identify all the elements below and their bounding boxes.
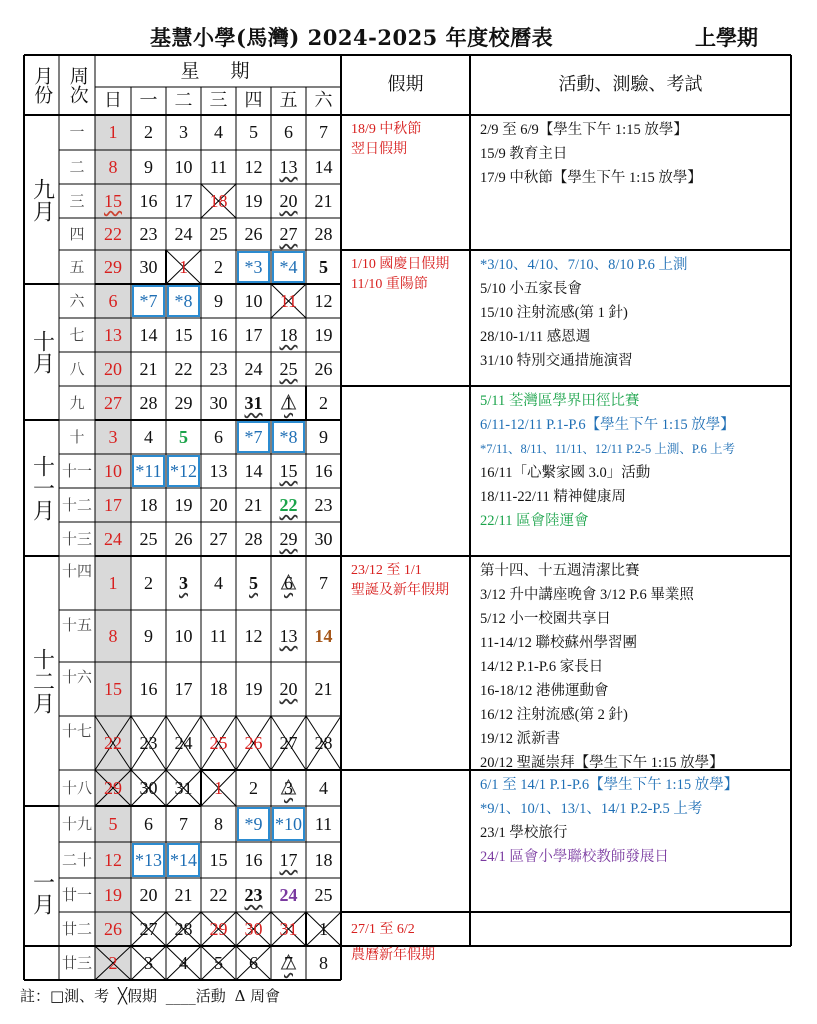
activity-line: 16/11「心繫家國 3.0」活動 — [480, 465, 651, 481]
day-cell: 14 — [244, 461, 263, 481]
activity-line: *7/11、8/11、11/11、12/11 P.2-5 上測、P.6 上考 — [480, 442, 735, 456]
activity-line: 2/9 至 6/9【學生下午 1:15 放學】 — [480, 122, 688, 138]
day-cell: 24 — [174, 224, 193, 244]
holiday-day-cell: 1 — [214, 778, 223, 798]
activity-line: 31/10 特別交通措施演習 — [480, 353, 633, 369]
day-cell: 18 — [314, 850, 333, 870]
day-cell: 31 — [244, 393, 263, 413]
activity-line: 5/10 小五家長會 — [480, 281, 582, 297]
legend-assembly: Δ 周會 — [234, 987, 281, 1005]
day-cell: 23 — [209, 359, 228, 379]
test-day-cell: *11 — [131, 454, 166, 488]
day-cell: 21 — [174, 885, 193, 905]
month-label: 一月 — [29, 871, 55, 915]
day-cell: 22 — [209, 885, 228, 905]
day-cell: 20 — [139, 885, 158, 905]
day-cell: 30 — [139, 257, 158, 277]
month-label: 十二月 — [29, 648, 55, 714]
test-day-cell: *13 — [131, 842, 166, 878]
day-cell: 4 — [214, 122, 223, 142]
test-day-cell: *8 — [166, 284, 201, 318]
day-cell: 1 — [108, 573, 118, 593]
day-cell: 15 — [174, 325, 193, 345]
day-cell: 17 — [279, 850, 298, 870]
day-cell: 9 — [319, 427, 328, 447]
activity-line: 15/10 注射流感(第 1 針) — [480, 305, 628, 321]
day-cell: 16 — [314, 461, 333, 481]
day-cell: 10 — [244, 291, 263, 311]
holiday-day-cell: 2 — [108, 953, 118, 973]
day-cell: 8 — [108, 157, 118, 177]
day-cell: 12 — [314, 291, 333, 311]
holiday-day-cell: 1 — [319, 919, 328, 939]
holiday-day-cell: 27 — [279, 733, 298, 753]
week-number: 十九 — [61, 814, 92, 833]
activity-line: 15/9 教育主日 — [480, 146, 568, 162]
holiday-header: 假期 — [387, 74, 424, 95]
day-cell: 20 — [279, 191, 298, 211]
day-cell: 18 — [279, 325, 298, 345]
day-cell: 2 — [214, 257, 223, 277]
day-cell: 7 — [179, 814, 188, 834]
activity-line: 5/12 小一校園共享日 — [480, 611, 611, 627]
week-number: 十三 — [61, 529, 92, 548]
day-cell: 11 — [209, 157, 228, 177]
day-cell: 25 — [314, 885, 333, 905]
holiday-day-cell: 31 — [174, 778, 193, 798]
holiday-day-cell: 29 — [209, 919, 228, 939]
day-cell: 15 — [209, 850, 228, 870]
page-title: 基慧小學(馬灣) 2024-2025 年度校曆表 — [150, 25, 554, 50]
holiday-line: 1/10 國慶日假期 — [351, 257, 450, 272]
test-day-cell: *8 — [271, 420, 306, 454]
holiday-day-cell: 24 — [174, 733, 193, 753]
day-cell: 6 — [284, 122, 293, 142]
day-cell: 1 — [284, 393, 293, 413]
day-cell: 5 — [319, 257, 328, 277]
week-number: 十五 — [61, 616, 92, 634]
day-cell: 15 — [104, 679, 122, 699]
day-cell: 8 — [319, 953, 328, 973]
test-day-cell: *4 — [271, 250, 306, 284]
holiday-line: 27/1 至 6/2 — [351, 922, 415, 937]
month-label: 十月 — [29, 330, 55, 374]
day-cell: 17 — [244, 325, 263, 345]
activity-line: 14/12 P.1-P.6 家長日 — [480, 659, 604, 675]
week-number: 三 — [69, 191, 85, 210]
holiday-day-cell: 29 — [104, 778, 122, 798]
week-number: 四 — [69, 224, 85, 243]
day-cell: 21 — [314, 679, 333, 699]
activity-line: 5/11 荃灣區學界田徑比賽 — [480, 393, 640, 409]
holiday-line: 農曆新年假期 — [351, 948, 435, 963]
day-cell: 2 — [144, 122, 153, 142]
day-header-1: 一 — [139, 90, 158, 111]
week-number: 十四 — [61, 562, 92, 580]
day-cell: 13 — [279, 626, 298, 646]
activity-line: 23/1 學校旅行 — [480, 825, 568, 841]
day-cell: 17 — [174, 191, 193, 211]
legend-activity: ____活動 — [165, 987, 226, 1005]
day-cell: 12 — [244, 157, 263, 177]
holiday-day-cell: 25 — [209, 733, 228, 753]
day-cell: 4 — [319, 778, 328, 798]
day-cell: 15 — [104, 191, 122, 211]
activity-line: 3/12 升中講座晚會 3/12 P.6 畢業照 — [480, 587, 694, 603]
day-cell: 11 — [209, 626, 228, 646]
day-cell: 5 — [249, 122, 258, 142]
activity-line: 28/10-1/11 感恩週 — [480, 329, 591, 345]
month-label: 十一月 — [29, 455, 55, 521]
day-cell: 5 — [179, 427, 188, 447]
day-cell: 23 — [139, 224, 158, 244]
activity-line: 16/12 注射流感(第 2 針) — [480, 707, 628, 723]
day-cell: 13 — [104, 325, 122, 345]
day-cell: 21 — [244, 495, 263, 515]
day-cell: 24 — [244, 359, 263, 379]
test-day-cell: *7 — [131, 284, 166, 318]
legend-holiday: ╳假期 — [117, 987, 157, 1005]
day-cell: 22 — [279, 495, 298, 515]
holiday-line: 18/9 中秋節 — [351, 122, 422, 137]
week-number: 六 — [69, 291, 85, 310]
day-cell: 16 — [139, 191, 158, 211]
day-cell: 29 — [104, 257, 122, 277]
day-header-2: 二 — [174, 90, 193, 111]
holiday-line: 11/10 重陽節 — [351, 277, 428, 292]
day-cell: 17 — [104, 495, 122, 515]
holiday-day-cell: 5 — [214, 953, 223, 973]
day-cell: 9 — [214, 291, 223, 311]
holiday-day-cell: 28 — [314, 733, 333, 753]
holiday-day-cell: 26 — [244, 733, 263, 753]
day-cell: 6 — [144, 814, 153, 834]
day-cell: 14 — [314, 626, 333, 646]
day-cell: 27 — [279, 224, 298, 244]
day-cell: 21 — [139, 359, 158, 379]
week-number: 廿一 — [61, 885, 92, 904]
test-day-cell: *14 — [166, 842, 201, 878]
activity-line: 22/11 區會陸運會 — [480, 513, 589, 529]
week-number: 廿三 — [61, 953, 92, 972]
holiday-day-cell: 31 — [279, 919, 298, 939]
day-cell: 26 — [244, 224, 263, 244]
activity-line: 20/12 聖誕崇拜【學生下午 1:15 放學】 — [480, 755, 724, 771]
activity-line: 18/11-22/11 精神健康周 — [480, 489, 626, 505]
week-number: 九 — [69, 393, 85, 412]
day-cell: 16 — [139, 679, 158, 699]
day-cell: 7 — [284, 953, 293, 973]
day-cell: 26 — [174, 529, 193, 549]
day-cell: 4 — [144, 427, 153, 447]
day-cell: 28 — [139, 393, 158, 413]
day-cell: 29 — [279, 529, 298, 549]
day-cell: 20 — [279, 679, 298, 699]
holiday-line: 聖誕及新年假期 — [351, 583, 449, 598]
holiday-day-cell: 23 — [139, 733, 158, 753]
activity-line: 19/12 派新書 — [480, 731, 561, 747]
day-cell: 24 — [279, 885, 298, 905]
day-cell: 12 — [244, 626, 263, 646]
day-cell: 14 — [314, 157, 333, 177]
day-cell: 19 — [314, 325, 333, 345]
legend — [20, 985, 284, 1006]
activities-header: 活動、測驗、考試 — [558, 74, 703, 95]
day-cell: 28 — [314, 224, 333, 244]
term-label: 上學期 — [695, 25, 758, 50]
day-cell: 2 — [144, 573, 153, 593]
holiday-line: 23/12 至 1/1 — [351, 563, 422, 578]
day-cell: 13 — [209, 461, 228, 481]
day-cell: 20 — [104, 359, 122, 379]
day-cell: 6 — [284, 573, 293, 593]
month-header: 月份 — [31, 66, 54, 104]
activity-line: 11-14/12 聯校蘇州學習團 — [480, 635, 637, 651]
day-cell: 16 — [244, 850, 263, 870]
day-cell: 3 — [179, 122, 188, 142]
day-header-3: 三 — [209, 90, 228, 111]
day-cell: 4 — [214, 573, 223, 593]
test-day-cell: *12 — [166, 454, 201, 488]
test-day-cell: *10 — [271, 806, 306, 842]
day-cell: 23 — [314, 495, 333, 515]
day-cell: 3 — [179, 573, 188, 593]
day-cell: 23 — [244, 885, 263, 905]
holiday-day-cell: 30 — [244, 919, 263, 939]
day-cell: 18 — [209, 679, 228, 699]
day-cell: 19 — [244, 679, 263, 699]
holiday-day-cell: 1 — [179, 257, 188, 277]
week-number: 一 — [69, 123, 85, 141]
day-cell: 19 — [244, 191, 263, 211]
test-day-cell: *3 — [236, 250, 271, 284]
week-number: 十八 — [61, 778, 92, 797]
day-cell: 30 — [209, 393, 228, 413]
day-cell: 9 — [144, 626, 153, 646]
week-number: 廿二 — [61, 919, 92, 938]
day-cell: 1 — [108, 122, 118, 142]
day-cell: 17 — [174, 679, 193, 699]
day-cell: 10 — [174, 626, 193, 646]
day-cell: 14 — [139, 325, 158, 345]
day-cell: 13 — [279, 157, 298, 177]
week-header: 周次 — [66, 66, 89, 104]
day-cell: 6 — [214, 427, 223, 447]
activity-line: 第十四、十五週清潔比賽 — [480, 563, 640, 579]
weekday-header: 星 期 — [180, 59, 256, 82]
day-cell: 30 — [314, 529, 333, 549]
day-cell: 2 — [249, 778, 258, 798]
holiday-day-cell: 22 — [104, 733, 122, 753]
week-number: 二 — [69, 157, 85, 176]
month-label: 九月 — [29, 177, 55, 222]
day-cell: 11 — [314, 814, 333, 834]
week-number: 七 — [69, 325, 85, 344]
test-day-cell: *7 — [236, 420, 271, 454]
week-number: 十七 — [61, 722, 92, 740]
week-number: 八 — [69, 359, 85, 378]
day-cell: 15 — [279, 461, 298, 481]
day-cell: 26 — [104, 919, 122, 939]
holiday-day-cell: 11 — [279, 291, 298, 311]
day-cell: 8 — [108, 626, 118, 646]
activity-line: 24/1 區會小學聯校教師發展日 — [480, 849, 669, 865]
day-cell: 19 — [104, 885, 122, 905]
day-cell: 18 — [139, 495, 158, 515]
activity-line: *3/10、4/10、7/10、8/10 P.6 上測 — [480, 257, 688, 273]
day-cell: 27 — [104, 393, 122, 413]
day-cell: 9 — [144, 157, 153, 177]
week-number: 十 — [69, 427, 85, 446]
day-cell: 16 — [209, 325, 228, 345]
week-number: 二十 — [61, 850, 92, 869]
week-number: 五 — [69, 257, 85, 276]
week-number: 十一 — [61, 461, 92, 480]
day-cell: 25 — [139, 529, 158, 549]
day-cell: 22 — [104, 224, 122, 244]
holiday-line: 翌日假期 — [351, 142, 407, 157]
activity-line: *9/1、10/1、13/1、14/1 P.2-P.5 上考 — [480, 801, 703, 817]
holiday-day-cell: 4 — [179, 953, 188, 973]
day-cell: 5 — [108, 814, 118, 834]
day-cell: 12 — [104, 850, 122, 870]
day-cell: 28 — [244, 529, 263, 549]
activity-line: 17/9 中秋節【學生下午 1:15 放學】 — [480, 170, 702, 186]
day-cell: 19 — [174, 495, 193, 515]
day-cell: 10 — [104, 461, 122, 481]
day-cell: 7 — [319, 122, 328, 142]
day-cell: 10 — [174, 157, 193, 177]
day-cell: 25 — [209, 224, 228, 244]
day-cell: 25 — [279, 359, 298, 379]
holiday-day-cell: 27 — [139, 919, 158, 939]
activity-line: 6/11-12/11 P.1-P.6【學生下午 1:15 放學】 — [480, 417, 735, 433]
week-number: 十二 — [61, 495, 92, 514]
holiday-day-cell: 18 — [209, 191, 228, 211]
day-cell: 5 — [249, 573, 258, 593]
activity-line: 6/1 至 14/1 P.1-P.6【學生下午 1:15 放學】 — [480, 777, 739, 793]
day-cell: 2 — [319, 393, 328, 413]
day-cell: 7 — [319, 573, 328, 593]
activity-line: 16-18/12 港佛運動會 — [480, 683, 609, 699]
day-cell: 29 — [174, 393, 193, 413]
day-cell: 22 — [174, 359, 193, 379]
day-cell: 20 — [209, 495, 228, 515]
holiday-day-cell: 6 — [249, 953, 258, 973]
day-cell: 24 — [104, 529, 122, 549]
week-number: 十六 — [61, 668, 92, 686]
day-cell: 3 — [284, 778, 293, 798]
legend-test: 註：□測、考 — [20, 987, 110, 1005]
day-header-4: 四 — [244, 90, 263, 111]
day-cell: 27 — [209, 529, 228, 549]
day-header-5: 五 — [279, 90, 298, 111]
day-header-0: 日 — [104, 90, 122, 111]
day-cell: 3 — [108, 427, 118, 447]
day-cell: 6 — [108, 291, 118, 311]
holiday-day-cell: 30 — [139, 778, 158, 798]
day-cell: 8 — [214, 814, 223, 834]
holiday-day-cell: 3 — [144, 953, 153, 973]
day-header-6: 六 — [314, 90, 333, 111]
day-cell: 26 — [314, 359, 333, 379]
day-cell: 21 — [314, 191, 333, 211]
holiday-day-cell: 28 — [174, 919, 193, 939]
test-day-cell: *9 — [236, 806, 271, 842]
